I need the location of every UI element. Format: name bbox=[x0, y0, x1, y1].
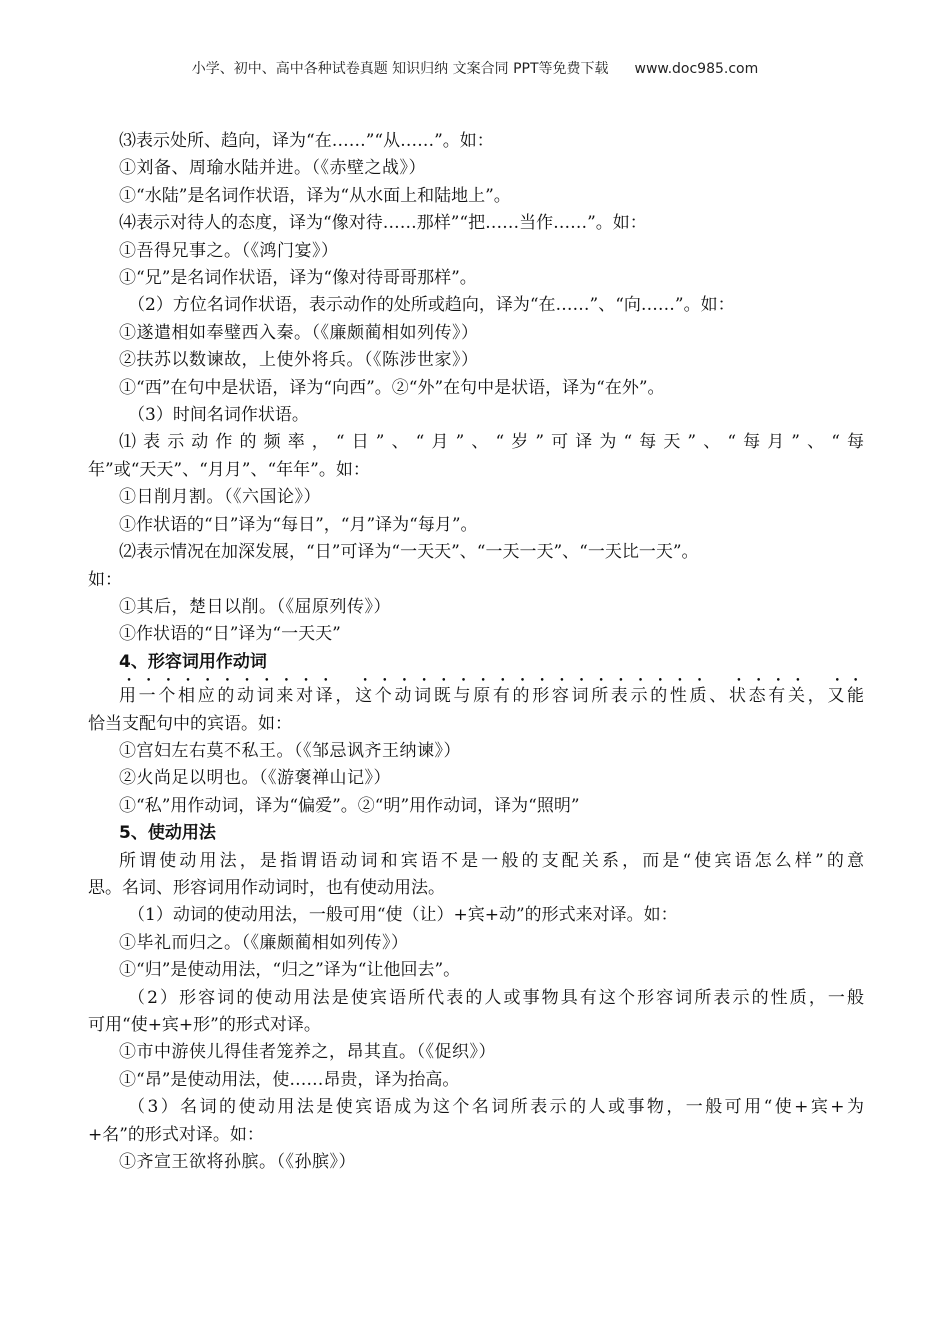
example-line: ①宫妇左右莫不私王。（《邹忌讽齐王纳谏》） bbox=[119, 740, 461, 761]
document-body bbox=[88, 128, 864, 1176]
text-line: 年”或“天天”、“月月”、“年年”。如： bbox=[88, 459, 370, 480]
example-line: ①吾得兄事之。（《鸿门宴》） bbox=[119, 240, 339, 261]
text-line: ①作状语的“日”译为“每日”，“月”译为“每月”。 bbox=[119, 514, 478, 535]
text-line: 如： bbox=[88, 569, 122, 590]
text-line: ⑷表示对待人的态度，译为“像对待……那样”“把……当作……”。如： bbox=[119, 213, 647, 234]
text-line: 用一个相应的动词来对译，这个动词既与原有的形容词所表示的性质、状态有关，又能 bbox=[119, 686, 864, 707]
section-heading: 4、形容词用作动词 bbox=[119, 651, 267, 672]
text-line: ①“昂”是使动用法，使……昂贵，译为抬高。 bbox=[119, 1069, 460, 1090]
example-line: ①日削月割。（《六国论》） bbox=[119, 487, 321, 508]
page-header bbox=[0, 58, 950, 78]
example-line: ①齐宣王欲将孙膑。（《孙膑》） bbox=[119, 1152, 356, 1173]
text-line: （2）形容词的使动用法是使宾语所代表的人或事物具有这个形容词所表示的性质，一般 bbox=[128, 987, 864, 1008]
example-line: ①遂遣相如奉璧西入秦。（《廉颇蔺相如列传》） bbox=[119, 322, 479, 343]
text-line: +名”的形式对译。如： bbox=[88, 1124, 264, 1145]
text-line: 可用“使+宾+形”的形式对译。 bbox=[88, 1015, 321, 1035]
header-text: 小学、初中、高中各种试卷真题 知识归纳 文案合同 PPT等免费下载 bbox=[191, 61, 609, 77]
section-heading: 5、使动用法 bbox=[119, 823, 216, 844]
example-line: ②火尚足以明也。（《游褒禅山记》） bbox=[119, 768, 391, 789]
text-line: ①“私”用作动词，译为“偏爱”。②“明”用作动词，译为“照明” bbox=[119, 795, 580, 816]
text-line: （3）名词的使动用法是使宾语成为这个名词所表示的人或事物，一般可用“使+宾+为 bbox=[128, 1097, 864, 1118]
text-line: 恰当支配句中的宾语。如： bbox=[88, 713, 292, 734]
text-line: ①“归”是使动用法，“归之”译为“让他回去”。 bbox=[119, 960, 461, 981]
text-line: ⑵表示情况在加深发展，“日”可译为“一天天”、“一天一天”、“一天比一天”。 bbox=[119, 542, 699, 563]
header-url: www.doc985.com bbox=[634, 61, 759, 77]
text-line: 思。名词、形容词用作动词时，也有使动用法。 bbox=[88, 877, 445, 898]
text-line: （3）时间名词作状语。 bbox=[128, 405, 309, 426]
text-line: （2）方位名词作状语，表示动作的处所或趋向，译为“在……”、“向……”。如： bbox=[128, 295, 735, 316]
example-line: ①市中游侠儿得佳者笼养之，昂其直。（《促织》） bbox=[119, 1042, 496, 1063]
text-line: ①“水陆”是名词作状语，译为“从水面上和陆地上”。 bbox=[119, 185, 511, 206]
example-line: ①毕礼而归之。（《廉颇蔺相如列传》） bbox=[119, 932, 409, 953]
example-line: ①刘备、周瑜水陆并进。（《赤壁之战》） bbox=[119, 158, 426, 179]
text-line: ①作状语的“日”译为“一天天” bbox=[119, 624, 341, 645]
text-line: ⑶表示处所、趋向，译为“在……”“从……”。如： bbox=[119, 131, 494, 151]
example-line: ②扶苏以数谏故，上使外将兵。（《陈涉世家》） bbox=[119, 350, 479, 371]
example-line: ①其后，楚日以削。（《屈原列传》） bbox=[119, 596, 391, 617]
text-line: ⑴表示动作的频率，“日”、“月”、“岁”可译为“每天”、“每月”、“每 bbox=[119, 432, 864, 453]
text-line: （1）动词的使动用法，一般可用“使（让）+宾+动”的形式来对译。如： bbox=[128, 905, 678, 926]
text-line: ①“西”在句中是状语，译为“向西”。②“外”在句中是状语，译为“在外”。 bbox=[119, 377, 665, 398]
text-line: 所谓使动用法，是指谓语动词和宾语不是一般的支配关系，而是“使宾语怎么样”的意 bbox=[119, 850, 864, 871]
text-line: ①“兄”是名词作状语，译为“像对待哥哥那样”。 bbox=[119, 268, 477, 289]
